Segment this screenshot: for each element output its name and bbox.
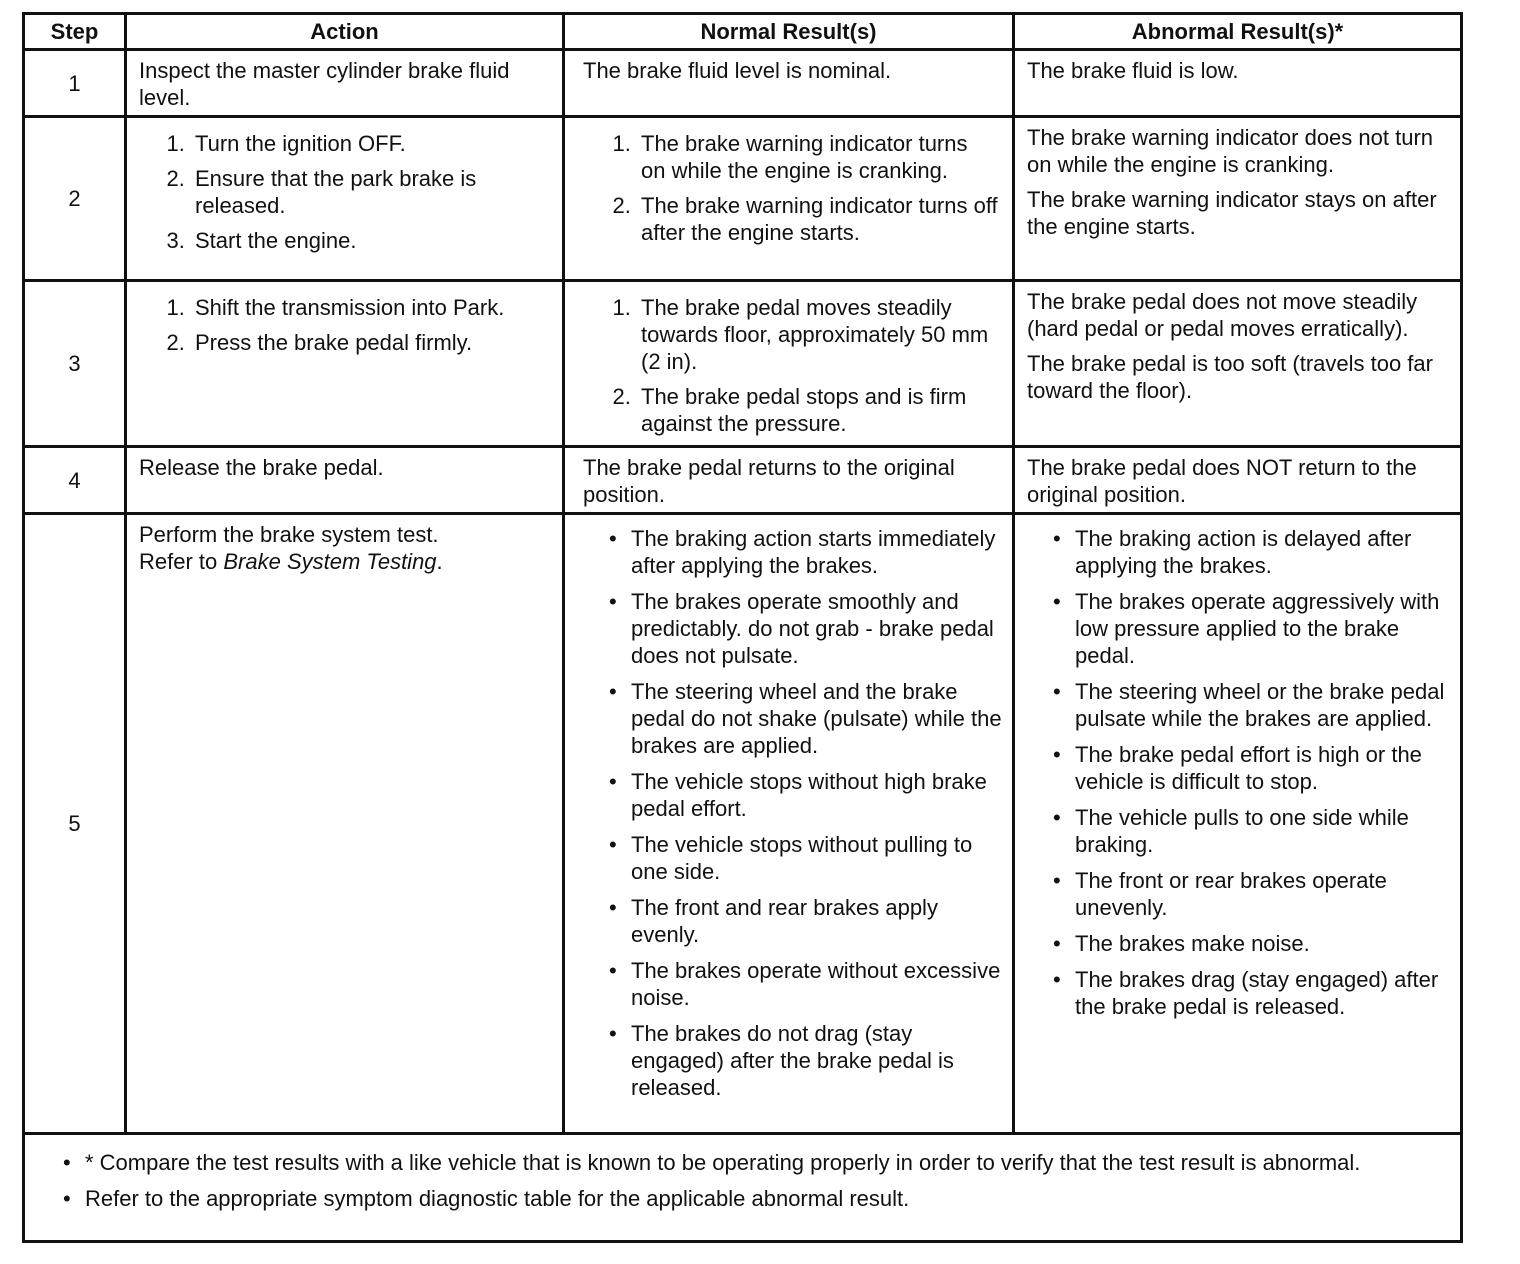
- notes-list: [85, 1149, 1440, 1212]
- list-item: • The vehicle stops without pulling to one side.: [631, 831, 1006, 885]
- table-row: [24, 514, 1462, 1134]
- step-number: 2: [24, 117, 126, 281]
- abnormal-result-cell: [1014, 514, 1462, 1134]
- step-number: 4: [24, 447, 126, 514]
- list-item: 3. Start the engine.: [191, 227, 562, 254]
- abnormal-result-text: The brake pedal does NOT return to the original position.: [1027, 455, 1417, 507]
- diagnostic-table: [22, 12, 1463, 1243]
- list-item: • The brakes operate without excessive noise.: [631, 957, 1006, 1011]
- table-row: [24, 447, 1462, 514]
- abnormal-result-text: The brake warning indicator does not turn on while the engine is cranking.: [1027, 125, 1434, 177]
- list-item: 1. The brake warning indicator turns on while the engine is cranking.: [637, 130, 998, 184]
- abnormal-result-cell: [1014, 281, 1462, 447]
- abnormal-result-cell: [1014, 50, 1462, 117]
- list-item: • The brakes operate smoothly and predictably. do not grab - brake pedal does not pulsate.: [631, 588, 1006, 669]
- table-row: [24, 50, 1462, 117]
- abnormal-result-text: The brake pedal is too soft (travels too far toward the floor).: [1027, 351, 1433, 403]
- normal-result-cell: [564, 447, 1014, 514]
- step-number: 5: [24, 514, 126, 1134]
- abnormal-result-text: The brake fluid is low.: [1027, 58, 1239, 83]
- list-item: • The vehicle pulls to one side while braking.: [1075, 804, 1452, 858]
- list-item: • The braking action starts immediately after applying the brakes.: [631, 525, 1006, 579]
- action-steps-list: [127, 130, 562, 254]
- list-item: • The braking action is delayed after applying the brakes.: [1075, 525, 1452, 579]
- list-item: 1. Turn the ignition OFF.: [191, 130, 562, 157]
- list-item: 2. The brake pedal stops and is firm against the pressure.: [637, 383, 998, 437]
- abnormal-result-text: The brake warning indicator stays on after the engine starts.: [1027, 187, 1437, 239]
- list-item: • The vehicle stops without high brake pedal effort.: [631, 768, 1006, 822]
- notes-row: [24, 1134, 1462, 1242]
- normal-results-list: [565, 130, 1012, 246]
- list-item: 2. Ensure that the park brake is released.: [191, 165, 562, 219]
- note-item: • * Compare the test results with a like vehicle that is known to be operating properly in order to verify that the test result is abnormal.: [85, 1149, 1440, 1176]
- abnormal-result-cell: [1014, 447, 1462, 514]
- header-normal-results: Normal Result(s): [564, 14, 1014, 50]
- header-step: Step: [24, 14, 126, 50]
- header-row: [24, 14, 1462, 50]
- action-cell: [126, 50, 564, 117]
- action-cell: [126, 514, 564, 1134]
- list-item: • The front and rear brakes apply evenly.: [631, 894, 1006, 948]
- list-item: • The brake pedal effort is high or the vehicle is difficult to stop.: [1075, 741, 1452, 795]
- action-refer-line: [139, 548, 552, 575]
- table-row: [24, 281, 1462, 447]
- list-item: • The brakes do not drag (stay engaged) after the brake pedal is released.: [631, 1020, 1006, 1101]
- header-action: Action: [126, 14, 564, 50]
- normal-result-text: The brake pedal returns to the original position.: [583, 455, 955, 507]
- abnormal-result-cell: [1014, 117, 1462, 281]
- action-cell: [126, 117, 564, 281]
- brake-system-testing-link[interactable]: Brake System Testing: [223, 549, 437, 574]
- normal-results-list: [565, 525, 1012, 1101]
- list-item: • The front or rear brakes operate unevenly.: [1075, 867, 1452, 921]
- normal-result-cell: [564, 281, 1014, 447]
- normal-result-cell: [564, 50, 1014, 117]
- refer-prefix: Refer to: [139, 549, 224, 574]
- notes-cell: [24, 1134, 1462, 1242]
- abnormal-result-text: The brake pedal does not move steadily (hard pedal or pedal moves erratically).: [1027, 289, 1418, 341]
- list-item: 1. The brake pedal moves steadily towards floor, approximately 50 mm (2 in).: [637, 294, 998, 375]
- action-cell: [126, 447, 564, 514]
- normal-result-text: The brake fluid level is nominal.: [583, 58, 892, 83]
- normal-results-list: [565, 294, 1012, 437]
- note-item: • Refer to the appropriate symptom diagnostic table for the applicable abnormal result.: [85, 1185, 1440, 1212]
- action-text: Perform the brake system test.: [139, 522, 439, 547]
- table-row: [24, 117, 1462, 281]
- normal-result-cell: [564, 514, 1014, 1134]
- action-text: Release the brake pedal.: [139, 455, 384, 480]
- header-abnormal-results: Abnormal Result(s)*: [1014, 14, 1462, 50]
- list-item: • The steering wheel or the brake pedal pulsate while the brakes are applied.: [1075, 678, 1452, 732]
- action-text: Inspect the master cylinder brake fluid level.: [139, 58, 510, 110]
- action-cell: [126, 281, 564, 447]
- list-item: • The brakes drag (stay engaged) after the brake pedal is released.: [1075, 966, 1452, 1020]
- list-item: 2. The brake warning indicator turns off after the engine starts.: [637, 192, 998, 246]
- step-number: 3: [24, 281, 126, 447]
- list-item: • The steering wheel and the brake pedal do not shake (pulsate) while the brakes are applied.: [631, 678, 1006, 759]
- refer-suffix: .: [436, 549, 443, 574]
- list-item: 1. Shift the transmission into Park.: [191, 294, 562, 321]
- list-item: 2. Press the brake pedal firmly.: [191, 329, 562, 356]
- list-item: • The brakes make noise.: [1075, 930, 1452, 957]
- normal-result-cell: [564, 117, 1014, 281]
- step-number: 1: [24, 50, 126, 117]
- action-steps-list: [127, 294, 562, 356]
- list-item: • The brakes operate aggressively with low pressure applied to the brake pedal.: [1075, 588, 1452, 669]
- abnormal-results-list: [1015, 525, 1460, 1020]
